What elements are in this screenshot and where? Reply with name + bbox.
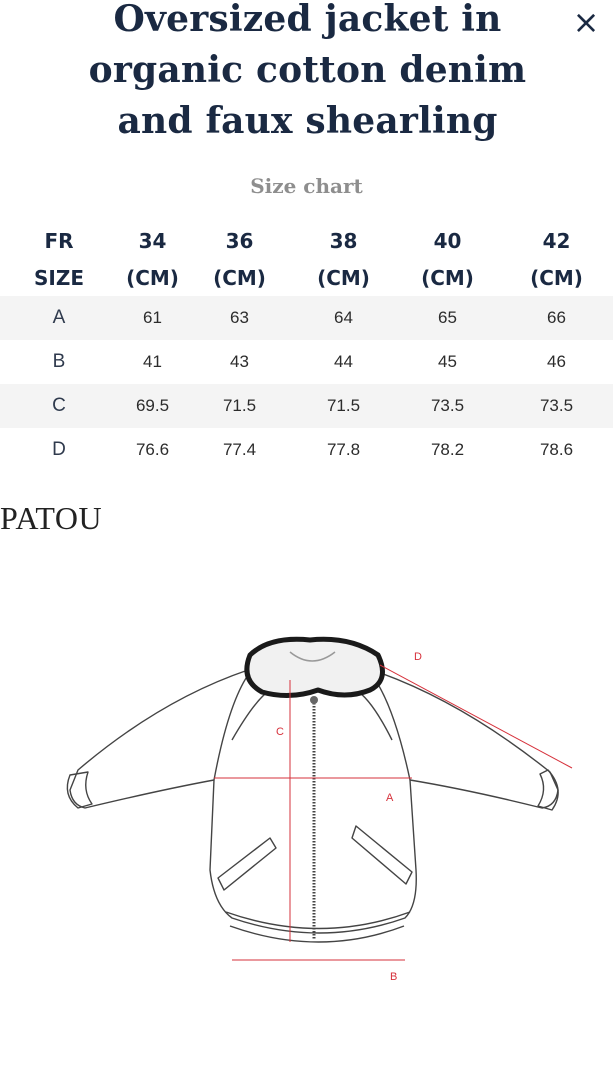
table-header-row-1 xyxy=(0,222,613,259)
table-cell: 41 xyxy=(143,352,162,371)
header-unit-34: (CM) xyxy=(126,265,179,290)
label-d: D xyxy=(414,651,422,663)
header-size-40: 40 xyxy=(433,228,462,253)
table-row xyxy=(0,384,613,428)
table-header-row-2 xyxy=(0,259,613,296)
measure-d-line xyxy=(380,665,572,768)
table-cell: 77.4 xyxy=(222,440,257,459)
brand-logo: PATOU xyxy=(0,500,103,536)
header-unit-42: (CM) xyxy=(530,265,583,290)
table-cell: 46 xyxy=(547,352,566,371)
table-cell: 65 xyxy=(395,296,500,340)
table-cell: 44 xyxy=(334,352,353,371)
table-cell: 71.5 xyxy=(187,384,292,428)
close-icon[interactable]: × xyxy=(572,3,600,41)
product-title-line-1: Oversized jacket in xyxy=(113,0,502,40)
label-b: B xyxy=(390,971,398,983)
table-cell: 63 xyxy=(187,296,292,340)
row-label: B xyxy=(52,351,66,372)
table-cell: 43 xyxy=(230,352,249,371)
row-label: A xyxy=(0,296,118,340)
left-cuff xyxy=(67,772,92,808)
jacket-outline xyxy=(67,670,558,942)
left-seam xyxy=(232,690,270,740)
header-size-38: 38 xyxy=(329,228,358,253)
product-title-line-2: organic cotton denim xyxy=(88,49,527,91)
table-cell: 73.5 xyxy=(500,384,613,428)
header-unit-36: (CM) xyxy=(213,265,266,290)
table-cell: 64 xyxy=(292,296,395,340)
table-cell: 77.8 xyxy=(326,440,361,459)
table-row xyxy=(0,428,613,472)
faux-shearling-collar xyxy=(247,639,383,704)
measurement-lines xyxy=(214,665,572,960)
row-label: D xyxy=(52,439,66,460)
size-chart-heading: Size chart xyxy=(250,174,363,198)
table-cell: 61 xyxy=(118,296,187,340)
label-a: A xyxy=(386,792,394,804)
row-label: C xyxy=(0,384,118,428)
header-size-34: 34 xyxy=(138,228,167,253)
right-pocket xyxy=(352,826,412,884)
table-cell: 78.2 xyxy=(430,440,465,459)
table-row xyxy=(0,296,613,340)
table-cell: 66 xyxy=(500,296,613,340)
table-cell: 71.5 xyxy=(292,384,395,428)
product-title xyxy=(60,0,555,147)
table-cell: 45 xyxy=(438,352,457,371)
measurement-labels xyxy=(276,651,422,983)
header-size-36: 36 xyxy=(225,228,254,253)
left-pocket xyxy=(218,838,276,890)
left-sleeve xyxy=(70,670,248,808)
table-cell: 73.5 xyxy=(395,384,500,428)
header-unit-40: (CM) xyxy=(421,265,474,290)
table-row xyxy=(0,340,613,384)
jacket-measurement-diagram xyxy=(0,600,613,1000)
waistband xyxy=(226,912,410,929)
table-cell: 69.5 xyxy=(118,384,187,428)
size-chart-table xyxy=(0,222,613,472)
product-title-line-3: and faux shearling xyxy=(117,100,498,142)
label-c: C xyxy=(276,726,284,738)
table-cell: 78.6 xyxy=(539,440,574,459)
header-size-42: 42 xyxy=(542,228,571,253)
table-cell: 76.6 xyxy=(135,440,170,459)
left-raglan xyxy=(214,675,248,780)
right-seam xyxy=(356,690,392,740)
header-fr: FR xyxy=(44,228,74,253)
right-cuff xyxy=(538,770,558,810)
header-size-label: SIZE xyxy=(33,265,84,290)
right-raglan xyxy=(372,675,410,780)
header-unit-38: (CM) xyxy=(317,265,370,290)
